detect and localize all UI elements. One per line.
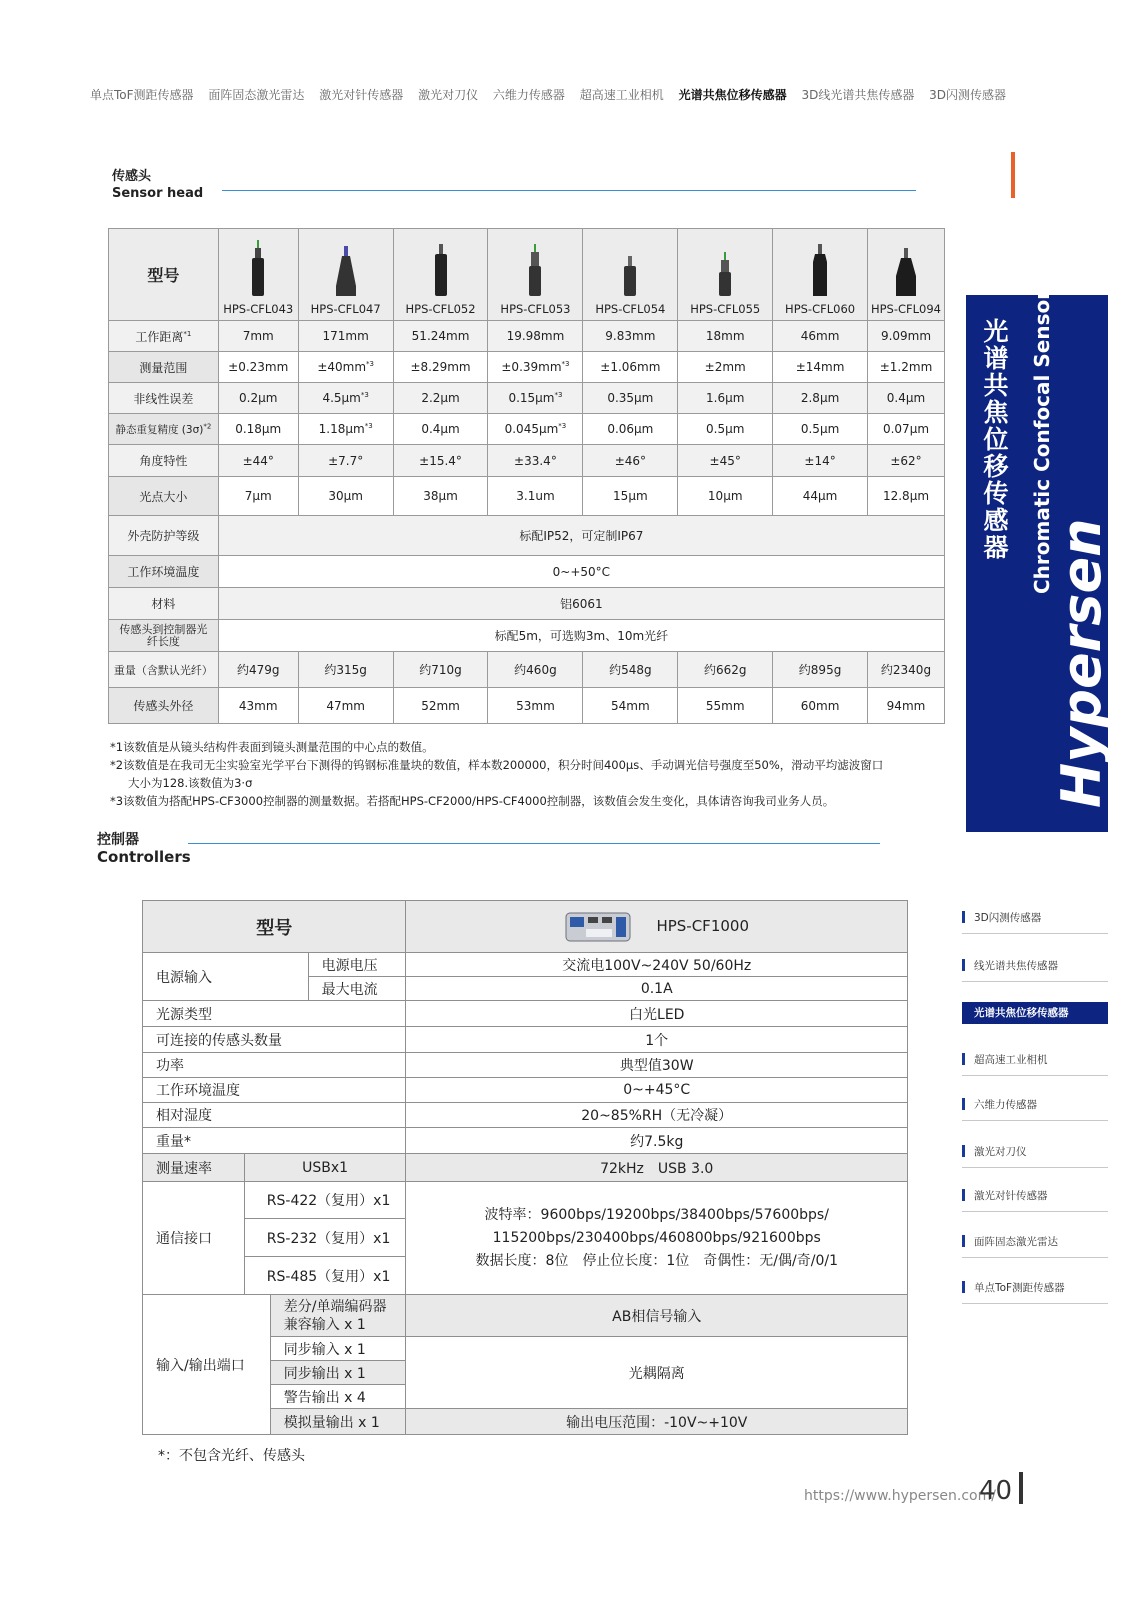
row-label: 非线性误差 [109, 383, 219, 414]
model-header: 型号 [143, 901, 406, 953]
top-nav-item[interactable]: 3D闪测传感器 [929, 88, 1007, 102]
cell: ±1.06mm [583, 352, 678, 383]
page-number: 40 [979, 1476, 1013, 1506]
cell: 0~+50°C [218, 556, 944, 588]
side-nav-item[interactable]: 六维力传感器 [962, 1097, 1108, 1121]
footnotes [110, 738, 883, 810]
table-row [109, 556, 945, 588]
cell: $4.5\mu m^{*3}$ [298, 383, 393, 414]
table-row [109, 588, 945, 620]
top-nav-item[interactable]: 激光对针传感器 [319, 88, 404, 102]
sensor-probe-icon [527, 244, 543, 296]
cell: 0.4μm [868, 383, 945, 414]
row-label: 工作距离$^{*1}$ [109, 321, 219, 352]
top-nav-item-active[interactable]: 光谱共焦位移传感器 [678, 88, 787, 102]
model-name: HPS-CFL055 [690, 302, 761, 316]
row-label: 通信接口 [143, 1182, 245, 1295]
cell: 0.06μm [583, 414, 678, 445]
cell: ±62° [868, 445, 945, 477]
cell: 15μm [583, 477, 678, 516]
cell: 0.35μm [583, 383, 678, 414]
side-nav-item-active[interactable]: 光谱共焦位移传感器 [962, 1002, 1108, 1024]
cell: 46mm [773, 321, 868, 352]
top-nav-item[interactable]: 激光对刀仪 [418, 88, 479, 102]
row-label: 工作环境温度 [109, 556, 219, 588]
model-name: HPS-CFL043 [223, 302, 294, 316]
cell: 20~85%RH（无冷凝） [406, 1103, 908, 1128]
cell: 交流电100V~240V 50/60Hz [406, 953, 908, 977]
top-nav [90, 86, 1017, 103]
cell: 18mm [678, 321, 773, 352]
section-divider [222, 190, 916, 191]
cell: $\pm 0.39mm^{*3}$ [488, 352, 583, 383]
cell: 约548g [583, 652, 678, 688]
row-label: 电源输入 [143, 953, 309, 1001]
model-cell [678, 229, 773, 321]
cell: ±2mm [678, 352, 773, 383]
cell: 51.24mm [393, 321, 488, 352]
side-title-cn: 光谱共焦位移传感器 [983, 317, 1009, 562]
cell: 标配IP52，可定制IP67 [218, 516, 944, 556]
sensor-section-title [112, 168, 203, 202]
controller-device-icon [564, 909, 632, 945]
cell: 0.07μm [868, 414, 945, 445]
row-label: 传感头外径 [109, 688, 219, 724]
cell: $1.18\mu m^{*3}$ [298, 414, 393, 445]
row-label: 角度特性 [109, 445, 219, 477]
model-name: HPS-CFL052 [405, 302, 476, 316]
cell: 171mm [298, 321, 393, 352]
cell: ±33.4° [488, 445, 583, 477]
model-name: HPS-CFL060 [785, 302, 856, 316]
note: *2该数值是在我司无尘实验室光学平台下测得的钨钢标准量块的数值，样本数200000，积分时间400μs、手动调光信号强度至50%，滑动平均滤波窗口 [110, 758, 884, 772]
cell: 0.2μm [218, 383, 298, 414]
cell: 30μm [298, 477, 393, 516]
cell: 约710g [393, 652, 488, 688]
row-sublabel: 差分/单端编码器 兼容输入 x 1 [270, 1295, 406, 1337]
page-number-bar [1019, 1472, 1023, 1504]
cell: 44μm [773, 477, 868, 516]
cell: ±14° [773, 445, 868, 477]
cell: ±44° [218, 445, 298, 477]
model-cell [218, 229, 298, 321]
cell: 43mm [218, 688, 298, 724]
side-nav-item[interactable]: 线光谱共焦传感器 [962, 958, 1108, 982]
cell: 约2340g [868, 652, 945, 688]
footer-url[interactable]: https://www.hypersen.com/ [804, 1488, 996, 1504]
model-name: HPS-CFL054 [595, 302, 666, 316]
note: *3该数值为搭配HPS-CF3000控制器的测量数据。若搭配HPS-CF2000/HPS-CF4000控制器，该数值会发生变化，具体请咨询我司业务人员。 [110, 794, 835, 808]
cell: 约479g [218, 652, 298, 688]
row-sublabel: RS-232（复用）x1 [244, 1219, 406, 1257]
cell: ±45° [678, 445, 773, 477]
cell: 约895g [773, 652, 868, 688]
brand-logo: Hypersen [1050, 518, 1113, 808]
sensor-probe-icon [334, 246, 358, 296]
model-cell [868, 229, 945, 321]
cell: 53mm [488, 688, 583, 724]
side-title-en: Chromatic Confocal Sensor [1030, 289, 1054, 594]
row-label: 重量* [143, 1128, 406, 1154]
controller-title-en: Controllers [97, 848, 191, 866]
sensor-probe-icon [717, 252, 733, 296]
comm-line: 115200bps/230400bps/460800bps/921600bps [492, 1229, 821, 1246]
sensor-title-cn: 传感头 [112, 169, 152, 184]
cell: 10μm [678, 477, 773, 516]
cell: 约662g [678, 652, 773, 688]
cell: 60mm [773, 688, 868, 724]
cell: ±7.7° [298, 445, 393, 477]
table-row [109, 688, 945, 724]
row-label: 工作环境温度 [143, 1078, 406, 1103]
side-nav-item[interactable]: 激光对刀仪 [962, 1144, 1108, 1168]
top-nav-item[interactable]: 六维力传感器 [492, 88, 565, 102]
table-row [109, 383, 945, 414]
cell: 0.4μm [393, 414, 488, 445]
controller-section-title [97, 832, 191, 866]
table-row [109, 321, 945, 352]
row-sublabel: RS-485（复用）x1 [244, 1257, 406, 1295]
cell: 0.1A [406, 977, 908, 1001]
cell: 3.1um [488, 477, 583, 516]
cell: 94mm [868, 688, 945, 724]
table-row [109, 620, 945, 652]
cell: 光耦隔离 [406, 1337, 908, 1409]
cell: 54mm [583, 688, 678, 724]
sensor-probe-icon [622, 256, 638, 296]
cell: 0~+45°C [406, 1078, 908, 1103]
sensor-title-en: Sensor head [112, 186, 204, 201]
row-sublabel: USBx1 [244, 1154, 406, 1182]
cell: ±8.29mm [393, 352, 488, 383]
cell: ±0.23mm [218, 352, 298, 383]
model-cell [583, 229, 678, 321]
model-cell [773, 229, 868, 321]
model-name: HPS-CF1000 [656, 916, 749, 935]
cell: ±46° [583, 445, 678, 477]
side-nav-item[interactable]: 3D闪测传感器 [962, 910, 1108, 934]
section-divider [188, 843, 880, 844]
row-label: 光点大小 [109, 477, 219, 516]
comm-line: 波特率：9600bps/19200bps/38400bps/57600bps/ [484, 1206, 829, 1223]
table-row [109, 516, 945, 556]
cell: 白光LED [406, 1001, 908, 1027]
row-label: 传感头到控制器光纤长度 [109, 620, 219, 652]
model-name: HPS-CFL047 [310, 302, 381, 316]
cell: 1个 [406, 1027, 908, 1053]
cell: 0.18μm [218, 414, 298, 445]
comm-values [406, 1182, 908, 1295]
controller-spec-table [142, 900, 908, 1435]
sensor-probe-icon [433, 244, 449, 296]
model-cell [406, 901, 908, 953]
orange-accent-bar [1011, 152, 1015, 198]
row-label: 外壳防护等级 [109, 516, 219, 556]
cell: 输出电压范围：-10V~+10V [406, 1409, 908, 1435]
table-row [109, 352, 945, 383]
cell: 38μm [393, 477, 488, 516]
side-nav-item[interactable]: 超高速工业相机 [962, 1052, 1108, 1076]
row-label: 相对湿度 [143, 1103, 406, 1128]
sensor-probe-icon [811, 244, 829, 296]
cell: ±1.2mm [868, 352, 945, 383]
row-sublabel: 最大电流 [308, 977, 406, 1001]
cell: ±15.4° [393, 445, 488, 477]
cell: 0.5μm [773, 414, 868, 445]
table-row [109, 414, 945, 445]
row-sublabel: RS-422（复用）x1 [244, 1182, 406, 1219]
cell: 1.6μm [678, 383, 773, 414]
cell: AB相信号输入 [406, 1295, 908, 1337]
cell: 47mm [298, 688, 393, 724]
cell: 52mm [393, 688, 488, 724]
row-label: 重量（含默认光纤） [109, 652, 219, 688]
sensor-probe-icon [250, 240, 266, 296]
cell: $0.045\mu m^{*3}$ [488, 414, 583, 445]
cell: 12.8μm [868, 477, 945, 516]
top-nav-item[interactable]: 面阵固态激光雷达 [208, 88, 305, 102]
comm-line: 数据长度：8位 停止位长度：1位 奇偶性：无/偶/奇/0/1 [475, 1252, 838, 1269]
cell: 约315g [298, 652, 393, 688]
row-label: 功率 [143, 1053, 406, 1078]
table-row [109, 445, 945, 477]
cell: 9.09mm [868, 321, 945, 352]
cell: 约460g [488, 652, 583, 688]
row-sublabel: 模拟量输出 x 1 [270, 1409, 406, 1435]
note: 大小为128.该数值为3·σ [128, 776, 253, 790]
sensor-spec-table [108, 228, 945, 724]
row-label: 材料 [109, 588, 219, 620]
cell: 2.8μm [773, 383, 868, 414]
cell: 55mm [678, 688, 773, 724]
cell: 7μm [218, 477, 298, 516]
top-nav-item[interactable]: 3D线光谱共焦传感器 [801, 88, 915, 102]
row-label: 输入/输出端口 [143, 1295, 271, 1435]
table-row [109, 652, 945, 688]
model-name: HPS-CFL053 [500, 302, 571, 316]
row-label: 静态重复精度 $(3\sigma)^{*2}$ [109, 414, 219, 445]
cell: 72kHz USB 3.0 [406, 1154, 908, 1182]
row-label: 光源类型 [143, 1001, 406, 1027]
cell: 9.83mm [583, 321, 678, 352]
row-label: 可连接的传感头数量 [143, 1027, 406, 1053]
model-cell [393, 229, 488, 321]
row-sublabel: 同步输入 x 1 [270, 1337, 406, 1361]
top-nav-item[interactable]: 单点ToF测距传感器 [90, 88, 194, 102]
controller-title-cn: 控制器 [97, 832, 139, 848]
side-nav-item[interactable]: 激光对针传感器 [962, 1188, 1108, 1212]
cell: ±14mm [773, 352, 868, 383]
table-row [109, 477, 945, 516]
cell: 约7.5kg [406, 1128, 908, 1154]
cell: $\pm 40mm^{*3}$ [298, 352, 393, 383]
cell: 7mm [218, 321, 298, 352]
note: *1该数值是从镜头结构件表面到镜头测量范围的中心点的数值。 [110, 740, 434, 754]
cell: 标配5m，可选购3m、10m光纤 [218, 620, 944, 652]
cell: 铝6061 [218, 588, 944, 620]
model-header: 型号 [109, 229, 219, 321]
row-label: 测量速率 [143, 1154, 245, 1182]
side-nav-item[interactable]: 单点ToF测距传感器 [962, 1280, 1108, 1304]
controller-footnote: *：不包含光纤、传感头 [158, 1448, 305, 1464]
cell: 0.5μm [678, 414, 773, 445]
top-nav-item[interactable]: 超高速工业相机 [579, 88, 664, 102]
row-sublabel: 电源电压 [308, 953, 406, 977]
cell: 典型值30W [406, 1053, 908, 1078]
side-nav-item[interactable]: 面阵固态激光雷达 [962, 1234, 1108, 1258]
cell: $0.15\mu m^{*3}$ [488, 383, 583, 414]
cell: 2.2μm [393, 383, 488, 414]
model-cell [488, 229, 583, 321]
row-label: 测量范围 [109, 352, 219, 383]
sensor-probe-icon [894, 248, 918, 296]
model-name: HPS-CFL094 [870, 302, 942, 316]
model-cell [298, 229, 393, 321]
row-sublabel: 警告输出 x 4 [270, 1385, 406, 1409]
row-sublabel: 同步输出 x 1 [270, 1361, 406, 1385]
cell: 19.98mm [488, 321, 583, 352]
